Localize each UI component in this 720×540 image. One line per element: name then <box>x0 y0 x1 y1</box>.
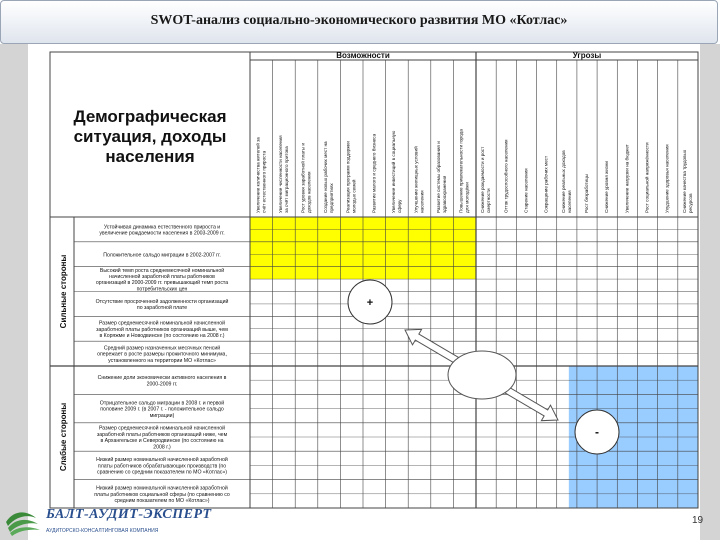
row-label-line: Положительное сальдо миграции в 2002-2007 гг. <box>103 252 221 259</box>
strength-row-label <box>103 252 221 258</box>
row-label-line: в Архангельске и Северодвинске (по состоянию на <box>100 438 224 445</box>
weaknesses-side-label: Слабые стороны <box>59 402 68 472</box>
threat-column-header <box>544 155 549 213</box>
column-header-line: Развитие малого и среднего бизнеса <box>371 133 377 213</box>
row-label-line: Снижение доли экономически активного населения в <box>97 375 227 382</box>
threat-column-header <box>584 174 589 213</box>
row-label-line: по заработной плате <box>136 305 188 312</box>
column-header-line: Увеличение количества жителей за <box>255 137 261 213</box>
weakness-row-label <box>97 425 228 451</box>
row-label-line: Размер среднемесячной номинальной начисленной <box>99 425 225 432</box>
column-header-line: Увеличение нагрузки на бюджет <box>624 144 630 213</box>
threat-column-header <box>644 142 650 213</box>
column-header-line: предприятиях <box>329 183 335 213</box>
column-header-line: Развитие системы образования и <box>436 141 442 213</box>
opportunity-column-header <box>346 141 357 213</box>
column-header-line: Повышение привлекательности города <box>458 129 464 213</box>
strength-row-label <box>96 320 228 339</box>
threat-column-header <box>624 143 629 213</box>
row-label-line: платы работников социальной сферы (по сравнению со <box>94 491 230 498</box>
row-label-line: увеличение рождаемости населения в 2003-2009 гг. <box>99 230 225 237</box>
row-label-line: миграции) <box>149 412 175 419</box>
column-header-line: Снижение качества трудовых <box>681 149 687 213</box>
column-header-line: населения <box>566 190 572 213</box>
column-header-line: Рост социальной напряжённости <box>644 142 650 213</box>
column-header-line: Увеличение численности населения <box>277 135 283 213</box>
row-label-line: сравнению со средним показателем по МО «Котлас») <box>97 469 227 476</box>
column-header-line: Улучшение жилищных условий <box>413 146 419 213</box>
weakness-row-label <box>100 399 224 418</box>
opportunity-column-header <box>278 135 289 213</box>
row-label-line: начисленной заработной платы работников <box>109 273 215 280</box>
row-label-line: Размер среднемесячной номинальной начисленной <box>99 320 225 327</box>
opportunity-column-header <box>459 129 470 213</box>
column-header-line: населения <box>419 190 425 213</box>
column-header-line: для молодёжи <box>464 182 470 213</box>
column-header-line: Снижение реальных доходов <box>560 150 566 213</box>
column-header-line: ресурсов <box>687 193 693 213</box>
row-label-line: средним показателем по МО «Котлас») <box>114 498 210 504</box>
strength-row-label <box>97 344 227 363</box>
weakness-row-label <box>98 375 227 387</box>
wave-logo-icon <box>6 512 40 536</box>
row-label-line: Отсутствие просроченной задолженности организаций <box>95 298 229 305</box>
row-label-line: Низкий размер номинальной начисленной заработной <box>96 485 228 492</box>
row-label-line: Устойчивая динамика естественного прироста и <box>103 224 221 231</box>
row-label-line: Отрицательное сальдо миграции в 2008 г. и первой <box>99 400 225 407</box>
column-header-line: Снижение рождаемости и рост <box>480 146 486 213</box>
row-label-line: платы работников обрабатывающих производств (по <box>97 463 227 470</box>
threat-column-header <box>503 139 508 213</box>
threat-column-header <box>682 149 693 213</box>
threat-column-header <box>665 144 670 213</box>
row-label-line: установленного на территории МО «Котлас» <box>108 357 216 364</box>
opportunity-column-header <box>371 134 376 213</box>
logo-name: БАЛТ-АУДИТ-ЭКСПЕРТ <box>46 507 212 522</box>
weakness-row-label <box>96 456 228 475</box>
minus-marker: - <box>595 425 599 439</box>
row-label-line: Низкий размер номинальной начисленной заработной <box>96 457 228 464</box>
threat-column-header <box>561 150 572 213</box>
opportunity-column-header <box>436 141 447 213</box>
opportunity-column-header <box>300 143 312 213</box>
threat-column-header <box>523 168 528 213</box>
opportunity-column-header <box>323 141 334 213</box>
row-label-line: потребительских цен <box>136 286 188 293</box>
section-title-line: ситуация, доходы <box>73 127 227 146</box>
plus-marker: + <box>366 297 374 309</box>
row-label-line: в Коряжме и Новодвинске (по состоянию на 2008 г.) <box>99 332 225 339</box>
column-header-line: Создание новых рабочих мест на <box>323 141 329 213</box>
strengths-side-label: Сильные стороны <box>59 254 68 329</box>
row-label-line: опережает в росте размеры прожиточного минимума, <box>97 351 227 358</box>
column-header-line: счёт естественного прироста <box>261 150 267 213</box>
opportunity-column-header <box>390 130 402 213</box>
column-header-line: Рост безработицы <box>584 173 589 213</box>
opportunity-column-header <box>254 137 266 213</box>
opportunities-header: Возможности <box>336 51 390 60</box>
row-label-line: 2008 г.) <box>153 444 171 451</box>
row-label-line: Средний размер назначенных месячных пенсий <box>103 345 221 352</box>
page-number: 19 <box>692 515 704 526</box>
page-title: SWOT-анализ социально-экономического развития МО «Котлас» <box>150 13 568 28</box>
column-header-line: Увеличение инвестиций в социальную <box>390 130 396 213</box>
opportunity-column-header <box>413 146 425 213</box>
column-header-line: Рост уровня заработной платы и <box>300 143 306 213</box>
strength-row-label <box>96 298 229 311</box>
column-header-line: за счёт миграционного притока <box>283 146 289 213</box>
section-title-line: Демографическая <box>73 107 227 126</box>
strength-row-label <box>96 267 228 293</box>
threat-column-header <box>604 161 609 213</box>
logo-tagline: АУДИТОРСКО-КОНСАЛТИНГОВАЯ КОМПАНИЯ <box>46 528 159 534</box>
row-label-line: заработной платы работников организаций ниже, чем <box>96 431 228 438</box>
column-header-line: доходов населения <box>306 171 312 213</box>
column-header-line: молодых семей <box>351 179 357 213</box>
threats-header: Угрозы <box>572 51 602 60</box>
row-label-line: заработной платы работников организаций выше, чем <box>96 326 228 333</box>
row-label-line: половине 2009 г. (в 2007 г. - положительное сальдо <box>100 406 224 413</box>
column-header-line: Снижение уровня жизни <box>604 161 610 213</box>
threat-column-header <box>480 146 491 213</box>
row-label-line: организаций в 2000-2009 гг. превышающий темп роста <box>95 280 229 287</box>
column-header-line: сферу <box>396 199 402 213</box>
column-header-line: Сокращение рабочих мест <box>543 155 549 213</box>
column-header-line: Реализация программ поддержки <box>345 141 351 213</box>
column-header-line: смертности <box>486 188 492 213</box>
center-ellipse <box>448 351 516 399</box>
column-header-line: Старение населения <box>523 168 529 213</box>
strength-row-label <box>99 223 224 236</box>
section-title-line: населения <box>105 147 195 166</box>
row-label-line: 2000-2009 гг. <box>146 381 178 388</box>
column-header-line: Ухудшение здоровья населения <box>664 144 670 213</box>
column-header-line: здравоохранения <box>442 175 448 213</box>
row-label-line: Высокий темп роста среднемесячной номинальной <box>99 267 225 274</box>
column-header-line: Отток трудоспособного населения <box>503 139 509 213</box>
